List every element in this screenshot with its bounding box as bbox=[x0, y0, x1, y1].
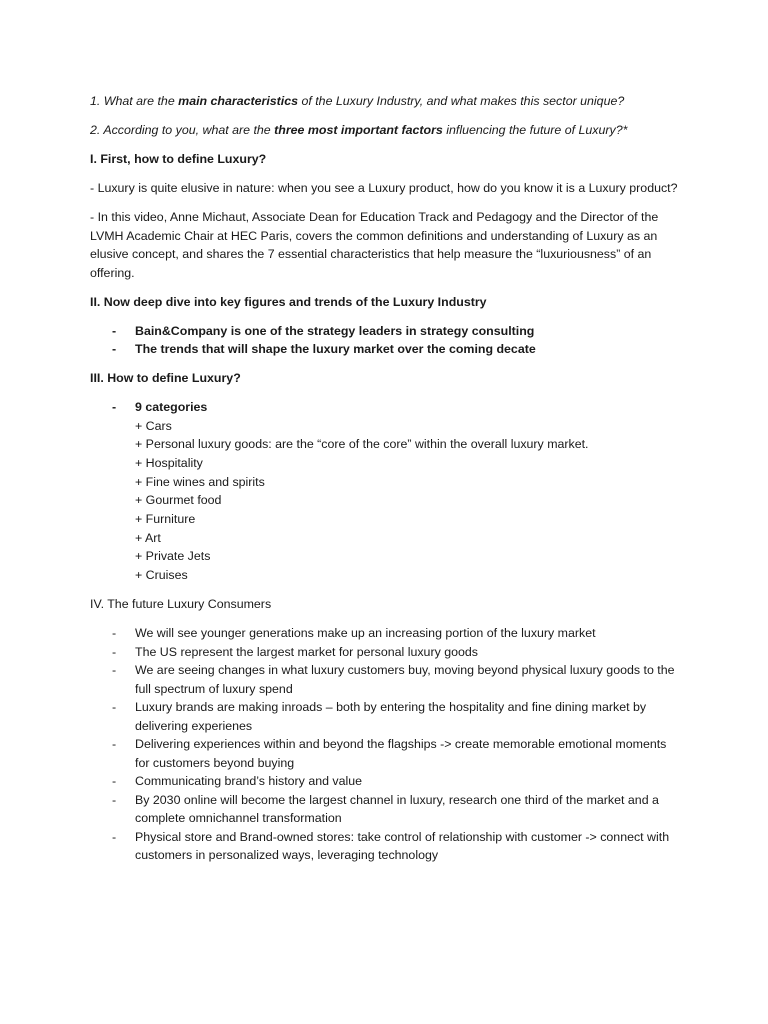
category-item: + Cruises bbox=[135, 568, 188, 583]
category-item: + Hospitality bbox=[135, 455, 203, 470]
category-list bbox=[90, 417, 680, 585]
question-2-prefix: 2. According to you, what are the bbox=[90, 123, 275, 137]
list-item: - Luxury brands are making inroads – both by entering the hospitality and fine dining market by delivering experienes bbox=[112, 700, 647, 733]
question-1-prefix: 1. What are the bbox=[90, 94, 179, 108]
question-2 bbox=[90, 121, 680, 140]
section-4-list bbox=[90, 624, 680, 865]
category-item: + Cars bbox=[135, 418, 172, 433]
list-item: - 9 categories bbox=[112, 400, 208, 414]
list-item: - The US represent the largest market for personal luxury goods bbox=[112, 644, 478, 659]
list-item: - By 2030 online will become the largest channel in luxury, research one third of the market and a complete omnichannel transformation bbox=[112, 792, 659, 826]
section-1-paragraph: - Luxury is quite elusive in nature: when you see a Luxury product, how do you know it is a Luxury product? bbox=[90, 181, 678, 195]
section-3-heading: III. How to define Luxury? bbox=[90, 371, 241, 385]
section-2-heading: II. Now deep dive into key figures and trends of the Luxury Industry bbox=[90, 294, 487, 309]
question-2-emphasis: three most important factors bbox=[274, 123, 443, 137]
category-item: + Furniture bbox=[135, 512, 196, 527]
section-1-heading: I. First, how to define Luxury? bbox=[90, 152, 267, 166]
section-1-paragraph: - In this video, Anne Michaut, Associate Dean for Education Track and Pedagogy and the Director of the LVMH Academic Chair at HEC Paris, covers the common definitions and understanding of Luxury as an elusive concept, and shares the 7 essential characteristics that help measure the “luxuriousness” of an offering. bbox=[90, 210, 659, 280]
section-4-heading: IV. The future Luxury Consumers bbox=[90, 597, 272, 612]
list-item: - Bain&Company is one of the strategy leaders in strategy consulting bbox=[112, 323, 535, 338]
question-1-emphasis: main characteristics bbox=[178, 94, 299, 108]
list-item: - The trends that will shape the luxury market over the coming decate bbox=[112, 342, 536, 356]
list-item: - We will see younger generations make up an increasing portion of the luxury market bbox=[112, 626, 596, 641]
list-item: - Communicating brand’s history and value bbox=[112, 774, 363, 789]
list-item: - Delivering experiences within and beyond the flagships -> create memorable emotional moments for customers beyond buying bbox=[112, 737, 667, 770]
question-1 bbox=[90, 92, 680, 111]
category-item: + Gourmet food bbox=[135, 493, 222, 508]
section-3-list bbox=[90, 398, 680, 417]
section-2-list bbox=[90, 322, 680, 359]
category-item: + Art bbox=[135, 530, 161, 545]
question-1-suffix: of the Luxury Industry, and what makes this sector unique? bbox=[298, 94, 625, 108]
document-page bbox=[90, 92, 680, 875]
list-item: - Physical store and Brand-owned stores: take control of relationship with customer -> connect with customers in personalized ways, leveraging technology bbox=[112, 829, 670, 863]
category-item: + Fine wines and spirits bbox=[135, 474, 265, 489]
list-item: - We are seeing changes in what luxury customers buy, moving beyond physical luxury goods to the full spectrum of luxury spend bbox=[112, 663, 675, 696]
category-item: + Personal luxury goods: are the “core of the core” within the overall luxury market. bbox=[135, 437, 589, 452]
question-2-suffix: influencing the future of Luxury?* bbox=[442, 123, 628, 137]
category-item: + Private Jets bbox=[135, 549, 211, 564]
